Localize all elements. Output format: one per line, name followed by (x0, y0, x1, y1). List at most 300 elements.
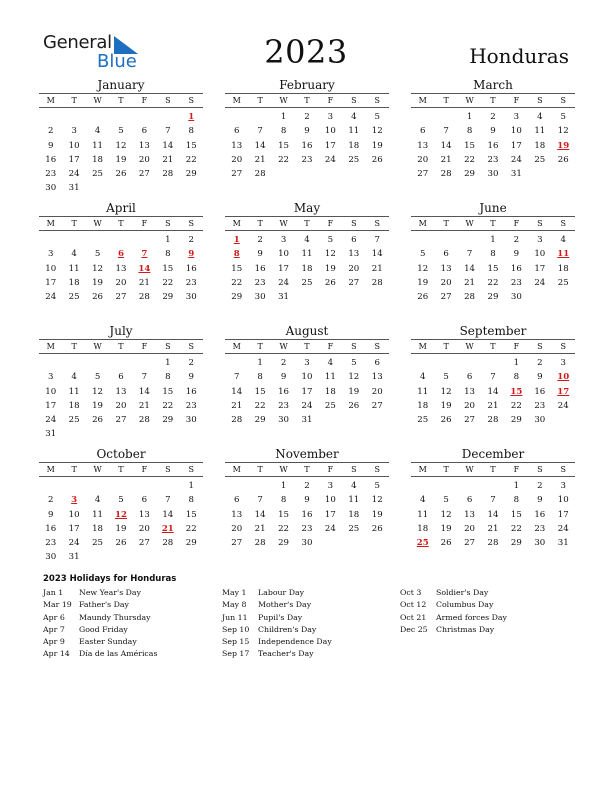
day-cell: 13 (138, 509, 150, 520)
day-cell: 18 (68, 400, 80, 411)
day-cell: 29 (254, 415, 266, 426)
day-cell: 31 (557, 538, 569, 549)
day-cell: 22 (231, 277, 243, 288)
weekday-label: S (188, 219, 194, 228)
day-cell: 2 (47, 126, 54, 137)
holiday-date: Jan 1 (43, 588, 64, 597)
day-grid (411, 108, 575, 181)
day-cell: 2 (513, 235, 520, 245)
holiday-day-cell: 11 (557, 249, 570, 260)
day-cell: 8 (280, 495, 287, 506)
day-cell: 6 (118, 372, 124, 383)
empty-day-cell (62, 233, 85, 247)
day-cell: 31 (45, 429, 57, 440)
day-cell: 20 (138, 154, 150, 165)
holiday-column (400, 588, 507, 637)
day-cell: 4 (419, 495, 426, 506)
holiday-day-cell: 21 (161, 523, 174, 534)
holiday-date: Sep 10 (222, 624, 250, 634)
day-cell: 18 (92, 523, 104, 534)
weekday-label: S (560, 96, 566, 105)
day-cell: 2 (537, 358, 543, 368)
day-cell: 29 (278, 538, 290, 549)
day-cell: 29 (162, 415, 174, 426)
weekday-label: T (490, 465, 496, 474)
weekday-label: M (232, 465, 241, 474)
day-cell: 28 (231, 415, 243, 426)
day-cell: 3 (560, 481, 566, 491)
weekday-label: W (465, 96, 474, 105)
day-cell: 13 (464, 386, 476, 397)
empty-day-cell (62, 110, 85, 124)
day-cell: 23 (534, 523, 546, 534)
logo-text-general: General (43, 32, 112, 53)
day-cell: 1 (280, 481, 287, 491)
day-cell: 19 (348, 386, 360, 397)
weekday-label: S (165, 219, 171, 228)
weekday-label: M (232, 219, 241, 228)
holiday-name: Good Friday (79, 624, 128, 634)
day-cell: 29 (464, 169, 476, 180)
holiday-day-cell: 17 (557, 386, 570, 397)
day-cell: 1 (280, 112, 287, 122)
day-cell: 4 (94, 126, 101, 137)
calendar-year: 2023 (264, 33, 348, 71)
holiday-day-cell: 8 (233, 249, 240, 260)
day-cell: 2 (304, 481, 310, 491)
weekday-label: T (304, 342, 310, 351)
day-cell: 22 (185, 154, 197, 165)
holiday-entry (222, 637, 332, 649)
day-cell: 28 (254, 169, 266, 180)
day-cell: 31 (510, 169, 522, 180)
weekday-label: T (71, 219, 77, 228)
day-cell: 20 (231, 523, 243, 534)
month-may (225, 201, 389, 304)
day-cell: 18 (92, 154, 104, 165)
day-cell: 21 (487, 523, 499, 534)
day-cell: 28 (440, 169, 452, 180)
day-cell: 17 (324, 509, 336, 520)
day-grid (39, 231, 203, 304)
day-cell: 31 (68, 552, 80, 563)
day-cell: 24 (45, 415, 57, 426)
holiday-entry (43, 588, 157, 600)
day-cell: 25 (534, 154, 546, 165)
day-cell: 10 (534, 249, 546, 260)
day-cell: 30 (534, 538, 546, 549)
day-cell: 4 (351, 112, 357, 122)
weekday-header (225, 462, 389, 477)
day-cell: 7 (257, 126, 263, 137)
day-cell: 5 (374, 481, 380, 491)
day-cell: 2 (188, 235, 194, 245)
day-cell: 20 (371, 386, 383, 397)
day-cell: 15 (254, 386, 266, 397)
day-cell: 25 (301, 277, 313, 288)
day-cell: 17 (534, 263, 546, 274)
weekday-label: T (71, 342, 77, 351)
holiday-entry (400, 600, 507, 612)
day-cell: 5 (94, 372, 101, 383)
weekday-label: M (232, 342, 241, 351)
holiday-entry (222, 600, 332, 612)
day-cell: 8 (280, 126, 287, 137)
day-cell: 21 (254, 154, 266, 165)
day-cell: 20 (417, 154, 429, 165)
day-cell: 15 (278, 140, 290, 151)
day-cell: 27 (348, 277, 360, 288)
month-name: January (97, 78, 145, 92)
day-cell: 25 (68, 415, 80, 426)
weekday-label: W (465, 342, 474, 351)
holiday-column (222, 588, 332, 662)
day-cell: 6 (233, 126, 240, 137)
weekday-label: T (443, 96, 449, 105)
weekday-label: M (46, 465, 55, 474)
weekday-header (39, 93, 203, 108)
day-cell: 19 (115, 523, 127, 534)
day-cell: 27 (464, 415, 476, 426)
empty-day-cell (86, 479, 109, 493)
day-cell: 20 (115, 277, 127, 288)
day-cell: 13 (371, 372, 383, 383)
weekday-header (39, 216, 203, 231)
day-cell: 19 (440, 523, 452, 534)
day-cell: 1 (257, 358, 263, 368)
weekday-label: T (443, 465, 449, 474)
day-cell: 12 (417, 263, 429, 274)
weekday-header (411, 339, 575, 354)
day-cell: 14 (231, 386, 243, 397)
day-cell: 27 (417, 169, 429, 180)
day-cell: 16 (534, 509, 546, 520)
day-cell: 30 (487, 169, 499, 180)
day-cell: 22 (185, 523, 197, 534)
empty-day-cell (248, 479, 271, 493)
empty-day-cell (109, 233, 132, 247)
empty-day-cell (86, 356, 109, 370)
weekday-label: F (327, 219, 334, 228)
day-cell: 15 (162, 263, 174, 274)
month-january (39, 78, 203, 196)
holiday-name: Soldier's Day (436, 588, 489, 597)
day-cell: 23 (278, 400, 290, 411)
day-cell: 8 (165, 372, 171, 383)
day-cell: 16 (278, 386, 290, 397)
weekday-label: T (443, 219, 449, 228)
weekday-label: F (141, 465, 148, 474)
day-cell: 8 (188, 495, 194, 506)
weekday-label: W (93, 465, 102, 474)
day-cell: 7 (233, 372, 240, 383)
day-cell: 27 (138, 169, 150, 180)
holiday-date: Dec 25 (400, 624, 428, 634)
day-cell: 19 (324, 263, 336, 274)
empty-day-cell (411, 233, 434, 247)
holiday-day-cell: 10 (557, 372, 570, 383)
empty-day-cell (458, 356, 481, 370)
day-cell: 1 (490, 235, 496, 245)
month-name: May (293, 201, 321, 215)
day-cell: 16 (301, 509, 313, 520)
day-cell: 10 (68, 509, 80, 520)
day-cell: 1 (513, 481, 520, 491)
weekday-label: T (257, 465, 263, 474)
holiday-entry (222, 613, 332, 625)
weekday-label: T (304, 96, 310, 105)
day-cell: 17 (324, 140, 336, 151)
day-cell: 8 (165, 249, 171, 260)
weekday-label: F (327, 465, 334, 474)
weekday-header (411, 93, 575, 108)
day-cell: 9 (490, 126, 496, 137)
day-cell: 21 (440, 154, 452, 165)
holiday-date: Mar 19 (43, 600, 72, 610)
month-name: October (96, 447, 146, 461)
day-cell: 11 (301, 249, 313, 260)
holiday-name: Children's Day (258, 624, 317, 634)
day-cell: 11 (324, 372, 336, 383)
day-cell: 7 (466, 249, 473, 260)
day-cell: 1 (165, 235, 171, 245)
holiday-name: Independence Day (258, 637, 332, 647)
weekday-label: S (374, 219, 380, 228)
day-cell: 22 (162, 400, 174, 411)
empty-day-cell (133, 233, 156, 247)
day-cell: 12 (557, 126, 569, 137)
day-cell: 9 (537, 495, 543, 506)
day-cell: 24 (301, 400, 313, 411)
holiday-date: Oct 21 (400, 612, 427, 622)
empty-day-cell (39, 233, 62, 247)
day-cell: 28 (464, 292, 476, 303)
weekday-label: W (279, 219, 288, 228)
day-cell: 14 (487, 386, 499, 397)
day-cell: 12 (440, 386, 452, 397)
day-cell: 2 (188, 358, 194, 368)
holiday-day-cell: 6 (117, 249, 124, 260)
day-cell: 5 (443, 495, 449, 506)
day-cell: 2 (47, 495, 54, 506)
weekday-label: F (141, 219, 148, 228)
day-cell: 21 (371, 263, 383, 274)
holiday-day-cell: 25 (416, 538, 429, 549)
empty-day-cell (39, 356, 62, 370)
day-cell: 8 (513, 495, 520, 506)
day-cell: 16 (45, 523, 57, 534)
month-october (39, 447, 203, 565)
holiday-name: Pupil's Day (258, 612, 303, 622)
day-cell: 18 (301, 263, 313, 274)
day-cell: 24 (68, 538, 80, 549)
day-cell: 13 (464, 509, 476, 520)
weekday-label: F (327, 96, 334, 105)
month-february (225, 78, 389, 181)
day-cell: 27 (464, 538, 476, 549)
holiday-entry (222, 588, 332, 600)
day-cell: 3 (327, 112, 334, 122)
day-cell: 2 (490, 112, 496, 122)
empty-day-cell (133, 110, 156, 124)
weekday-label: T (118, 465, 124, 474)
day-cell: 5 (94, 249, 101, 260)
month-name: February (279, 78, 335, 92)
holiday-date: Oct 3 (400, 588, 422, 597)
day-cell: 20 (464, 523, 476, 534)
month-name: April (106, 201, 136, 215)
holiday-entry (43, 625, 157, 637)
day-cell: 28 (138, 292, 150, 303)
day-cell: 20 (440, 277, 452, 288)
day-cell: 7 (374, 235, 380, 245)
weekday-label: S (165, 96, 171, 105)
weekday-label: T (118, 219, 124, 228)
day-cell: 6 (466, 372, 473, 383)
day-cell: 16 (301, 140, 313, 151)
day-grid (225, 354, 389, 427)
empty-day-cell (39, 479, 62, 493)
day-grid (225, 108, 389, 181)
day-cell: 30 (510, 292, 522, 303)
day-cell: 8 (490, 249, 496, 260)
day-cell: 9 (304, 495, 310, 506)
day-cell: 23 (510, 277, 522, 288)
weekday-header (411, 462, 575, 477)
month-september (411, 324, 575, 427)
day-cell: 17 (510, 140, 522, 151)
weekday-label: F (513, 342, 520, 351)
day-cell: 29 (487, 292, 499, 303)
holiday-name: Día de las Américas (79, 649, 158, 659)
day-cell: 21 (231, 400, 243, 411)
holiday-entry (43, 600, 157, 612)
day-cell: 14 (162, 140, 174, 151)
day-cell: 1 (188, 481, 194, 491)
day-cell: 10 (324, 126, 336, 137)
month-name: June (479, 201, 507, 215)
day-grid (411, 231, 575, 304)
empty-day-cell (481, 479, 504, 493)
holiday-entry (400, 625, 507, 637)
day-cell: 8 (257, 372, 263, 383)
day-cell: 24 (278, 277, 290, 288)
empty-day-cell (458, 479, 481, 493)
weekday-label: S (351, 219, 357, 228)
holiday-column (43, 588, 157, 662)
day-cell: 25 (92, 538, 104, 549)
holiday-entry (222, 625, 332, 637)
day-cell: 19 (417, 277, 429, 288)
day-cell: 8 (513, 372, 520, 383)
day-cell: 21 (138, 277, 150, 288)
weekday-label: S (560, 465, 566, 474)
day-cell: 3 (560, 358, 566, 368)
day-cell: 16 (185, 386, 197, 397)
day-cell: 14 (254, 509, 266, 520)
day-cell: 12 (440, 509, 452, 520)
weekday-header (225, 216, 389, 231)
day-cell: 26 (440, 415, 452, 426)
day-cell: 25 (324, 400, 336, 411)
month-november (225, 447, 389, 550)
month-name: July (109, 324, 133, 338)
day-cell: 22 (278, 154, 290, 165)
holiday-day-cell: 1 (233, 235, 240, 245)
day-cell: 7 (165, 126, 171, 137)
weekday-label: S (537, 342, 543, 351)
day-cell: 10 (510, 126, 522, 137)
empty-day-cell (411, 356, 434, 370)
day-cell: 29 (231, 292, 243, 303)
weekday-label: F (327, 342, 334, 351)
weekday-label: T (490, 96, 496, 105)
day-cell: 5 (327, 235, 334, 245)
holiday-date: May 1 (222, 588, 247, 597)
day-cell: 17 (45, 400, 57, 411)
day-cell: 15 (231, 263, 243, 274)
holiday-name: Christmas Day (436, 624, 495, 634)
weekday-label: W (279, 96, 288, 105)
day-cell: 15 (162, 386, 174, 397)
empty-day-cell (225, 110, 248, 124)
weekday-label: W (465, 219, 474, 228)
day-cell: 18 (557, 263, 569, 274)
day-cell: 9 (47, 509, 54, 520)
holiday-name: Columbus Day (436, 600, 494, 610)
day-cell: 14 (440, 140, 452, 151)
day-cell: 24 (45, 292, 57, 303)
day-cell: 9 (47, 140, 54, 151)
weekday-label: S (537, 219, 543, 228)
weekday-label: M (46, 342, 55, 351)
day-cell: 30 (185, 415, 197, 426)
day-cell: 22 (162, 277, 174, 288)
day-cell: 7 (141, 372, 148, 383)
empty-day-cell (109, 110, 132, 124)
holiday-date: Apr 14 (43, 649, 70, 659)
day-cell: 14 (138, 386, 150, 397)
day-cell: 23 (185, 400, 197, 411)
day-cell: 13 (231, 140, 243, 151)
day-cell: 25 (92, 169, 104, 180)
day-cell: 10 (301, 372, 313, 383)
day-cell: 17 (45, 277, 57, 288)
day-cell: 30 (254, 292, 266, 303)
day-cell: 9 (280, 372, 287, 383)
empty-day-cell (225, 479, 248, 493)
empty-day-cell (133, 356, 156, 370)
day-cell: 18 (417, 400, 429, 411)
holiday-name: Armed forces Day (436, 612, 507, 622)
day-cell: 23 (301, 154, 313, 165)
day-cell: 6 (141, 126, 148, 137)
page-header (0, 0, 612, 80)
day-cell: 6 (233, 495, 240, 506)
day-cell: 6 (443, 249, 449, 260)
weekday-label: W (93, 342, 102, 351)
holiday-name: Maundy Thursday (79, 612, 151, 622)
day-cell: 17 (301, 386, 313, 397)
day-cell: 13 (417, 140, 429, 151)
holiday-day-cell: 7 (141, 249, 148, 260)
empty-day-cell (434, 356, 457, 370)
day-cell: 23 (45, 169, 57, 180)
holiday-date: May 8 (222, 600, 247, 610)
empty-day-cell (133, 479, 156, 493)
weekday-header (225, 93, 389, 108)
day-cell: 24 (68, 169, 80, 180)
